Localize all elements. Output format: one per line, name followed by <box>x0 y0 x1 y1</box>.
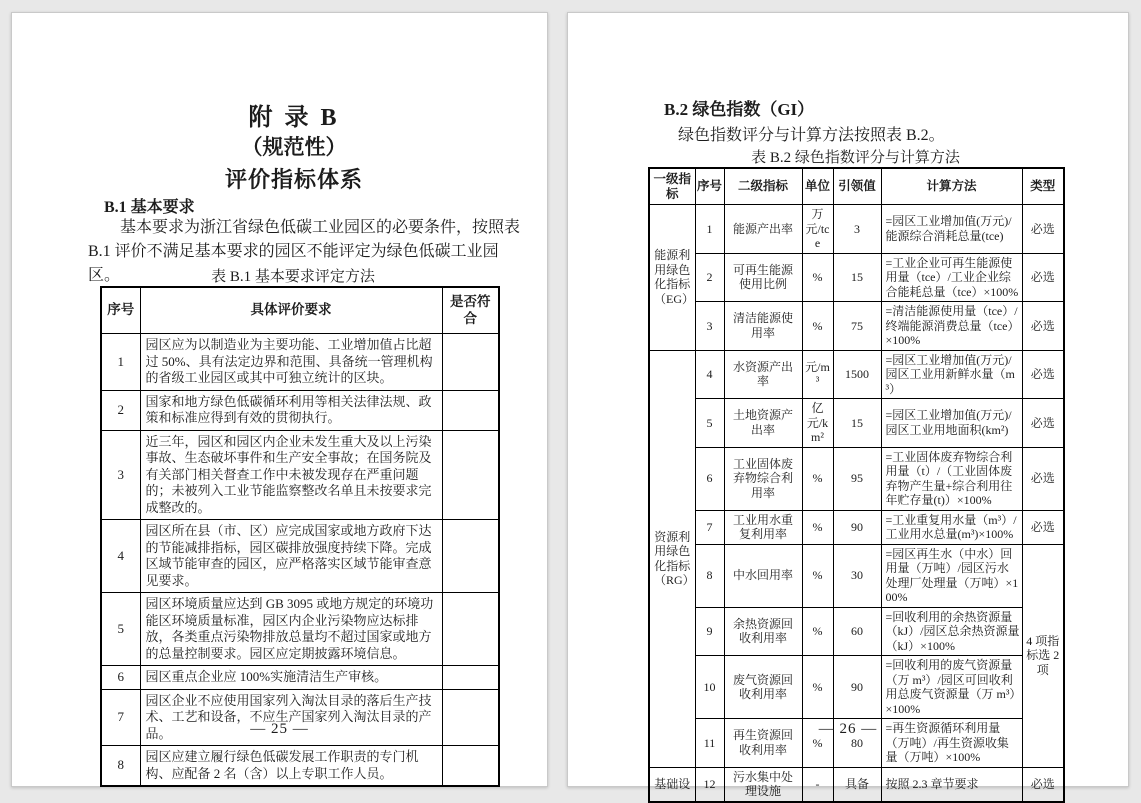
unit-cell: % <box>802 719 833 768</box>
paragraph-line: 基本要求为浙江省绿色低碳工业园区的必要条件，按照表 <box>120 219 521 236</box>
method-cell: =回收利用的余热资源量（kJ）/园区总余热资源量（kJ）×100% <box>881 607 1022 656</box>
indicator-cell: 水资源产出率 <box>724 350 802 399</box>
table-row <box>101 746 499 787</box>
indicator-cell: 清洁能源使用率 <box>724 302 802 351</box>
value-cell: 80 <box>833 719 881 768</box>
method-cell: =再生资源循环利用量（万吨）/再生资源收集量（万吨）×100% <box>881 719 1022 768</box>
table-row <box>101 666 499 690</box>
type-cell: 必选 <box>1022 447 1064 510</box>
table-row <box>649 607 1064 656</box>
value-cell: 95 <box>833 447 881 510</box>
row-number-cell: 7 <box>695 510 724 544</box>
compliance-cell <box>442 520 499 593</box>
header-compliance: 是否符合 <box>442 287 499 334</box>
appendix-subtitle: （规范性） <box>241 135 347 159</box>
indicator-cell: 土地资源产出率 <box>724 399 802 448</box>
table-row <box>649 767 1064 802</box>
method-cell: =园区工业增加值(万元)/园区工业用地面积(km²) <box>881 399 1022 448</box>
requirement-cell: 园区应为以制造业为主要功能、工业增加值占比超过 50%、具有法定边界和范围、具备统一管理机构的省级工业园区或其中可独立统计的区块。 <box>140 334 442 391</box>
table-row <box>101 334 499 391</box>
method-cell: =工业重复用水量（m³）/工业用水总量(m³)×100% <box>881 510 1022 544</box>
table-b2-caption: 表 B.2 绿色指数评分与计算方法 <box>751 150 960 166</box>
value-cell: 75 <box>833 302 881 351</box>
document-page-26 <box>567 12 1129 798</box>
row-number-cell: 2 <box>101 390 140 430</box>
unit-cell: % <box>802 253 833 302</box>
unit-cell: 元/m³ <box>802 350 833 399</box>
table-b1-caption: 表 B.1 基本要求评定方法 <box>211 269 375 285</box>
type-cell: 必选 <box>1022 510 1064 544</box>
requirement-cell: 近三年，园区和园区内企业未发生重大及以上污染事故、生态破坏事件和生产安全事故；在国务院及有关部门相关督查工作中未被发现存在严重问题的；未被列入工业节能监察整改名单且未按要求完成整改的。 <box>140 430 442 520</box>
row-number-cell: 3 <box>101 430 140 520</box>
header-type: 类型 <box>1022 168 1064 205</box>
group-cell-infrastructure: 基础设 <box>649 767 695 802</box>
unit-cell: % <box>802 447 833 510</box>
requirement-cell: 园区企业不应使用国家列入淘汰目录的落后生产技术、工艺和设备，不应生产国家列入淘汰目录的产品。 <box>140 689 442 746</box>
section-heading-b1: B.1 基本要求 <box>104 199 195 216</box>
unit-cell: - <box>802 767 833 802</box>
header-no: 序号 <box>101 287 140 334</box>
header-primary-indicator: 一级指标 <box>649 168 695 205</box>
type-cell: 必选 <box>1022 253 1064 302</box>
paragraph-line: B.1 评价不满足基本要求的园区不能评定为绿色低碳工业园区。 <box>88 243 499 284</box>
indicator-cell: 能源产出率 <box>724 205 802 254</box>
method-cell: =工业固体废弃物综合利用量（t）/（工业固体废弃物产生量+综合利用往年贮存量(t)）×100% <box>881 447 1022 510</box>
indicator-cell: 废气资源回收利用率 <box>724 656 802 719</box>
basic-requirements-table <box>100 286 500 787</box>
method-cell: =园区工业增加值(万元)/能源综合消耗总量(tce) <box>881 205 1022 254</box>
unit-cell: % <box>802 302 833 351</box>
section-b2-paragraph: 绿色指数评分与计算方法按照表 B.2。 <box>678 127 945 144</box>
table-row <box>649 544 1064 607</box>
row-number-cell: 1 <box>695 205 724 254</box>
type-cell: 必选 <box>1022 399 1064 448</box>
row-number-cell: 8 <box>101 746 140 787</box>
group-cell-energy: 能源利用绿色化指标（EG） <box>649 205 695 351</box>
row-number-cell: 10 <box>695 656 724 719</box>
indicator-cell: 再生资源回收利用率 <box>724 719 802 768</box>
document-page-25 <box>11 12 548 787</box>
table-row <box>649 302 1064 351</box>
value-cell: 具备 <box>833 767 881 802</box>
unit-cell: % <box>802 656 833 719</box>
page-number: — 25 — <box>250 721 309 737</box>
appendix-title: 附 录 B <box>248 105 340 131</box>
value-cell: 15 <box>833 253 881 302</box>
green-index-table <box>648 167 1065 803</box>
header-no: 序号 <box>695 168 724 205</box>
table-row <box>649 447 1064 510</box>
indicator-cell: 余热资源回收利用率 <box>724 607 802 656</box>
header-unit: 单位 <box>802 168 833 205</box>
method-cell: =园区工业增加值(万元)/园区工业用新鲜水量（m³） <box>881 350 1022 399</box>
row-number-cell: 9 <box>695 607 724 656</box>
row-number-cell: 3 <box>695 302 724 351</box>
row-number-cell: 5 <box>695 399 724 448</box>
row-number-cell: 11 <box>695 719 724 768</box>
page-number: — 26 — <box>818 721 878 737</box>
compliance-cell <box>442 746 499 787</box>
type-cell: 必选 <box>1022 767 1064 802</box>
indicator-cell: 工业固体废弃物综合利用率 <box>724 447 802 510</box>
group-cell-resource: 资源利用绿色化指标（RG） <box>649 350 695 767</box>
method-cell: 按照 2.3 章节要求 <box>881 767 1022 802</box>
row-number-cell: 8 <box>695 544 724 607</box>
requirement-cell: 园区应建立履行绿色低碳发展工作职责的专门机构、应配备 2 名（含）以上专职工作人员。 <box>140 746 442 787</box>
requirement-cell: 园区环境质量应达到 GB 3095 或地方规定的环境功能区环境质量标准，园区内企业污染物应达标排放，各类重点污染物排放总量均不超过国家或地方的总量控制要求。园区应定期披露环境信息。 <box>140 593 442 666</box>
value-cell: 60 <box>833 607 881 656</box>
compliance-cell <box>442 334 499 391</box>
requirement-cell: 园区所在县（市、区）应完成国家或地方政府下达的节能减排指标，园区碳排放强度持续下降。完成区域节能审查的园区，应严格落实区域节能审查意见要求。 <box>140 520 442 593</box>
value-cell: 15 <box>833 399 881 448</box>
compliance-cell <box>442 430 499 520</box>
unit-cell: 万元/tce <box>802 205 833 254</box>
header-secondary-indicator: 二级指标 <box>724 168 802 205</box>
table-header-row <box>649 168 1064 205</box>
method-cell: =工业企业可再生能源使用量（tce）/工业企业综合能耗总量（tce）×100% <box>881 253 1022 302</box>
table-row <box>101 430 499 520</box>
unit-cell: 亿元/km² <box>802 399 833 448</box>
requirement-cell: 国家和地方绿色低碳循环利用等相关法律法规、政策和标准应得到有效的贯彻执行。 <box>140 390 442 430</box>
header-calculation-method: 计算方法 <box>881 168 1022 205</box>
table-row <box>649 205 1064 254</box>
appendix-name: 评价指标体系 <box>224 167 363 192</box>
table-row <box>649 656 1064 719</box>
requirement-cell: 园区重点企业应 100%实施清洁生产审核。 <box>140 666 442 690</box>
indicator-cell: 可再生能源使用比例 <box>724 253 802 302</box>
table-row <box>649 399 1064 448</box>
method-cell: =园区再生水（中水）回用量（万吨）/园区污水处理厂处理量（万吨）×100% <box>881 544 1022 607</box>
row-number-cell: 7 <box>101 689 140 746</box>
table-row <box>101 520 499 593</box>
value-cell: 90 <box>833 510 881 544</box>
method-cell: =回收利用的废气资源量（万 m³）/园区可回收利用总废气资源量（万 m³）×100% <box>881 656 1022 719</box>
compliance-cell <box>442 666 499 690</box>
row-number-cell: 4 <box>695 350 724 399</box>
table-row <box>649 350 1064 399</box>
header-requirement: 具体评价要求 <box>140 287 442 334</box>
row-number-cell: 6 <box>695 447 724 510</box>
type-cell-merged: 4 项指标选 2 项 <box>1022 544 1064 767</box>
row-number-cell: 12 <box>695 767 724 802</box>
table-row <box>101 390 499 430</box>
indicator-cell: 中水回用率 <box>724 544 802 607</box>
compliance-cell <box>442 593 499 666</box>
method-cell: =清洁能源使用量（tce）/终端能源消费总量（tce）×100% <box>881 302 1022 351</box>
table-row <box>649 253 1064 302</box>
compliance-cell <box>442 390 499 430</box>
row-number-cell: 5 <box>101 593 140 666</box>
row-number-cell: 2 <box>695 253 724 302</box>
row-number-cell: 6 <box>101 666 140 690</box>
indicator-cell: 污水集中处理设施 <box>724 767 802 802</box>
value-cell: 30 <box>833 544 881 607</box>
header-leading-value: 引领值 <box>833 168 881 205</box>
type-cell: 必选 <box>1022 350 1064 399</box>
section-heading-b2: B.2 绿色指数（GI） <box>664 100 815 119</box>
type-cell: 必选 <box>1022 205 1064 254</box>
row-number-cell: 4 <box>101 520 140 593</box>
value-cell: 1500 <box>833 350 881 399</box>
unit-cell: % <box>802 510 833 544</box>
unit-cell: % <box>802 607 833 656</box>
row-number-cell: 1 <box>101 334 140 391</box>
indicator-cell: 工业用水重复利用率 <box>724 510 802 544</box>
table-row <box>649 510 1064 544</box>
table-row <box>101 593 499 666</box>
unit-cell: % <box>802 544 833 607</box>
type-cell: 必选 <box>1022 302 1064 351</box>
value-cell: 3 <box>833 205 881 254</box>
value-cell: 90 <box>833 656 881 719</box>
table-header-row <box>101 287 499 334</box>
